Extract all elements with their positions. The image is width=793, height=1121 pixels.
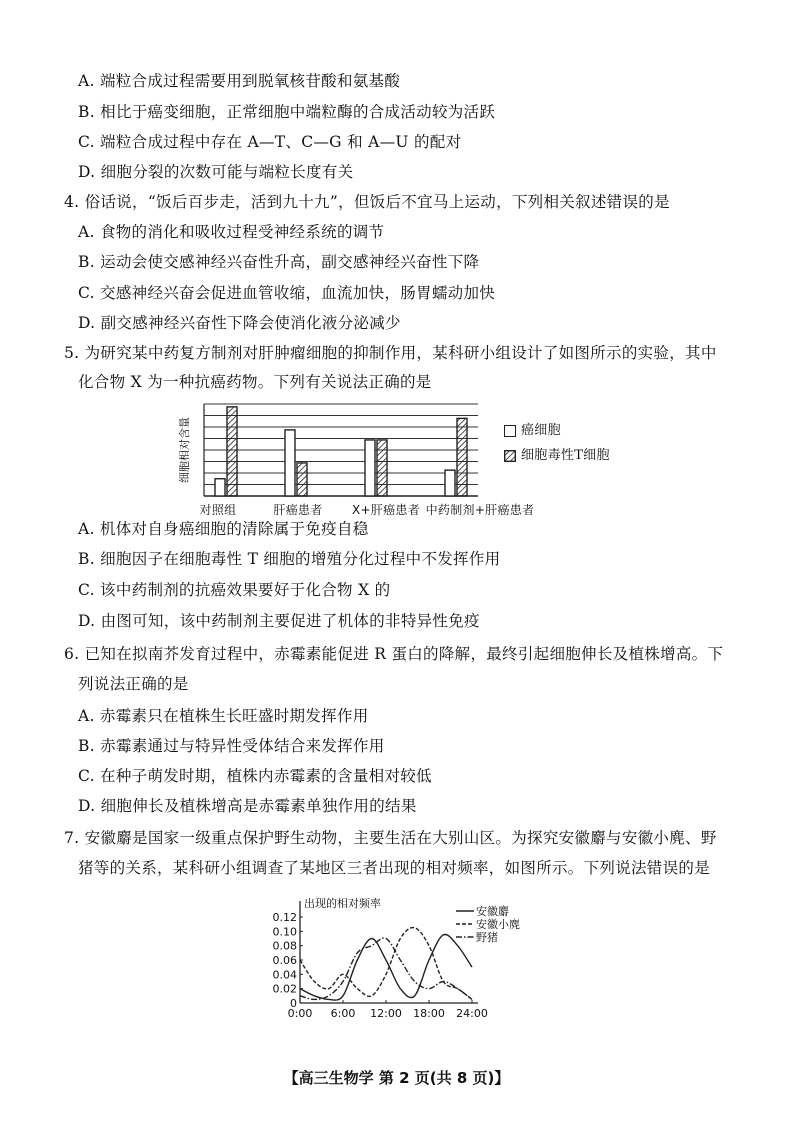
q5-option-c: C. 该中药制剂的抗癌效果要好于化合物 X 的 <box>78 581 391 599</box>
q5-stem-line1: 5. 为研究某中药复方制剂对肝肿瘤细胞的抑制作用，某科研小组设计了如图所示的实验，其中 <box>64 344 717 362</box>
q6-option-d: D. 细胞伸长及植株增高是赤霉素单独作用的结果 <box>78 797 417 815</box>
x-tick-label: 6:00 <box>330 1007 356 1020</box>
q3-option-d: D. 细胞分裂的次数可能与端粒长度有关 <box>78 163 354 181</box>
q5-option-d: D. 由图可知，该中药制剂主要促进了机体的非特异性免疫 <box>78 612 480 630</box>
q7-stem-line1: 7. 安徽麝是国家一级重点保护野生动物，主要生活在大别山区。为探究安徽麝与安徽小麂、野 <box>64 829 717 847</box>
bar-chart-cell-content <box>180 398 480 506</box>
y-axis-label: 出现的相对频率 <box>304 897 381 910</box>
bar-t-cell <box>377 440 387 496</box>
x-tick-label: 24:00 <box>456 1007 488 1020</box>
x-tick-label: 对照组 <box>199 503 237 517</box>
q3-option-b: B. 相比于癌变细胞，正常细胞中端粒酶的合成活动较为活跃 <box>78 103 496 121</box>
series-line <box>300 934 472 1000</box>
q3-option-a: A. 端粒合成过程需要用到脱氧核苷酸和氨基酸 <box>78 72 401 90</box>
x-tick-label: 肝癌患者 <box>273 503 323 517</box>
bar-cancer-cell <box>215 479 225 496</box>
q4-option-d: D. 副交感神经兴奋性下降会使消化液分泌减少 <box>78 314 401 332</box>
q4-option-b: B. 运动会使交感神经兴奋性升高，副交感神经兴奋性下降 <box>78 253 480 271</box>
q6-option-b: B. 赤霉素通过与特异性受体结合来发挥作用 <box>78 737 385 755</box>
y-tick-label: 0.12 <box>272 911 297 924</box>
x-tick-label: 12:00 <box>370 1007 402 1020</box>
x-tick-label: 18:00 <box>413 1007 445 1020</box>
q6-stem-line2: 列说法正确的是 <box>78 675 189 693</box>
q6-option-a: A. 赤霉素只在植株生长旺盛时期发挥作用 <box>78 707 369 725</box>
bar-t-cell <box>457 418 467 496</box>
y-tick-label: 0.04 <box>272 968 297 982</box>
q4-option-c: C. 交感神经兴奋会促进血管收缩，血流加快，肠胃蠕动加快 <box>78 284 496 302</box>
y-axis-label: 细胞相对含量 <box>178 417 191 483</box>
page-footer: 【高三生物学 第 2 页(共 8 页)】 <box>283 1069 510 1087</box>
x-tick-label: 0:00 <box>287 1007 313 1020</box>
q5-stem-line2: 化合物 X 为一种抗癌药物。下列有关说法正确的是 <box>78 373 432 391</box>
legend-label-cancer-cell: 癌细胞 <box>521 423 561 438</box>
q4-stem: 4. 俗话说，“饭后百步走，活到九十九”，但饭后不宜马上运动，下列相关叙述错误的是 <box>64 193 670 211</box>
y-tick-label: 0 <box>290 997 297 1010</box>
q5-option-b: B. 细胞因子在细胞毒性 T 细胞的增殖分化过程中不发挥作用 <box>78 550 501 568</box>
bar-cancer-cell <box>285 430 295 496</box>
y-tick-label: 0.02 <box>272 982 297 996</box>
legend-label: 安徽麝 <box>476 905 509 918</box>
y-tick-label: 0.10 <box>272 925 297 939</box>
line-chart-relative-frequency <box>268 893 538 1028</box>
bar-t-cell <box>297 463 307 496</box>
q3-option-c: C. 端粒合成过程中存在 A—T、C—G 和 A—U 的配对 <box>78 133 462 151</box>
q7-stem-line2: 猪等的关系，某科研小组调查了某地区三者出现的相对频率，如图所示。下列说法错误的是 <box>78 859 711 877</box>
series-line <box>300 938 472 999</box>
q4-option-a: A. 食物的消化和吸收过程受神经系统的调节 <box>78 223 385 241</box>
legend-swatch-cancer-cell <box>504 425 516 437</box>
bar-t-cell <box>227 407 237 496</box>
legend-label: 安徽小麂 <box>476 918 520 931</box>
legend-label-t-cell: 细胞毒性T细胞 <box>521 448 610 463</box>
bar-cancer-cell <box>445 470 455 496</box>
x-tick-label: X+肝癌患者 <box>351 503 421 517</box>
legend-swatch-t-cell <box>504 450 516 462</box>
q6-option-c: C. 在种子萌发时期，植株内赤霉素的含量相对较低 <box>78 767 432 785</box>
bar-cancer-cell <box>365 440 375 496</box>
q5-option-a: A. 机体对自身癌细胞的清除属于免疫自稳 <box>78 520 369 538</box>
y-tick-label: 0.06 <box>272 954 297 967</box>
x-tick-label: 中药制剂+肝癌患者 <box>425 503 535 517</box>
q6-stem-line1: 6. 已知在拟南芥发育过程中，赤霉素能促进 R 蛋白的降解，最终引起细胞伸长及植株增高。下 <box>64 645 724 663</box>
y-tick-label: 0.08 <box>272 939 297 953</box>
legend-label: 野猪 <box>476 931 498 944</box>
